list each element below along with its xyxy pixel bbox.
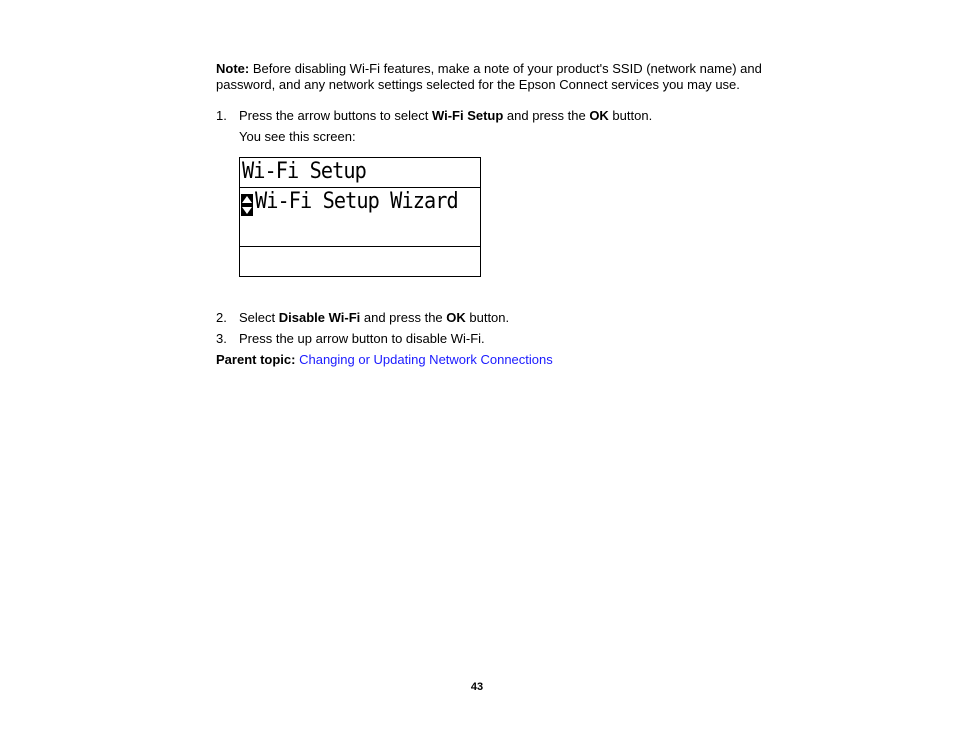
- page-number: 43: [470, 681, 484, 693]
- lcd-menu-item: [240, 188, 480, 247]
- note-label: Note:: [216, 61, 250, 76]
- step-bold-term: Disable Wi-Fi: [278, 310, 361, 325]
- parent-topic: [216, 352, 553, 368]
- screen-intro: You see this screen:: [239, 129, 356, 144]
- step-text: Select: [239, 310, 279, 325]
- step-bold-term: OK: [446, 310, 466, 325]
- step-number: 3.: [216, 331, 227, 346]
- step-bold-term: Wi-Fi Setup: [431, 108, 504, 123]
- note-paragraph: [216, 61, 796, 93]
- step-bold-term: OK: [589, 108, 609, 123]
- lcd-item-label: Wi-Fi Setup Wizard: [255, 189, 458, 214]
- step-text: Press the up arrow button to disable Wi-Fi.: [239, 331, 485, 346]
- step-1: [216, 108, 652, 124]
- step-text: button.: [608, 108, 653, 123]
- lcd-title: Wi-Fi Setup: [242, 159, 366, 184]
- up-down-arrows-icon: [241, 194, 253, 216]
- parent-topic-label: Parent topic:: [216, 352, 296, 367]
- step-text: and press the: [503, 108, 590, 123]
- step-number: 1.: [216, 108, 227, 123]
- step-number: 2.: [216, 310, 227, 325]
- step-3: [216, 331, 485, 347]
- note-text: Before disabling Wi-Fi features, make a note of your product's SSID (network name) and password, and any network settings selected for the Epson Connect services you may use.: [216, 61, 762, 92]
- step-2: [216, 310, 509, 326]
- step-text: button.: [465, 310, 510, 325]
- lcd-empty-row: [240, 247, 480, 276]
- lcd-screen: [239, 157, 481, 277]
- lcd-title-row: [240, 158, 480, 188]
- step-text: Press the arrow buttons to select: [239, 108, 432, 123]
- parent-topic-link[interactable]: Changing or Updating Network Connections: [299, 352, 553, 367]
- step-text: and press the: [360, 310, 447, 325]
